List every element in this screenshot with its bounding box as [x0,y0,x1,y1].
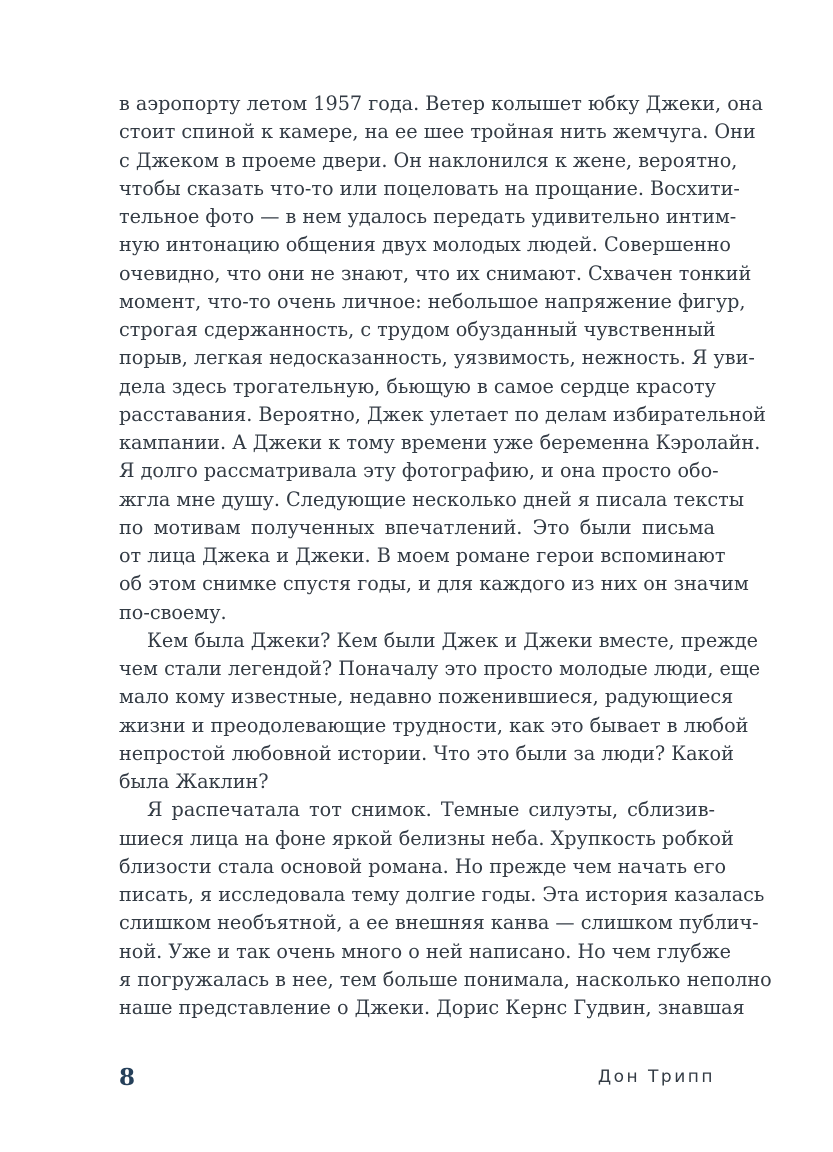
paragraph [119,90,766,627]
paragraph [119,796,772,1022]
text-line: об этом снимке спустя годы, и для каждого из них он значим [119,572,749,596]
text-line: дела здесь трогательную, бьющую в самое сердце красоту [119,374,716,398]
text-line: писать, я исследовала тему долгие годы. Эта история казалась [119,883,765,906]
text-line: ной. Уже и так очень много о ней написано. Но чем глубже [119,939,731,963]
text-line: жизни и преодолевающие трудности, как это бывает в любой [119,713,749,737]
text-line: момент, что-то очень личное: небольшое напряжение фигур, [119,289,746,313]
page-number: 8 [119,1064,136,1091]
text-line: слишком необъятной, а ее внешняя канва — слишком публич- [119,911,759,935]
body-text [119,90,772,1022]
text-line: близости стала основой романа. Но прежде чем начать его [119,854,727,878]
text-line: жгла мне душу. Следующие несколько дней я писала тексты [119,487,744,511]
running-head-author: Дон Трипп [597,1067,715,1087]
text-line: расставания. Вероятно, Джек улетает по делам избирательной [119,402,766,426]
text-line: очевидно, что они не знают, что их снимают. Схвачен тонкий [119,261,752,285]
text-line: ную интонацию общения двух молодых людей. Совершенно [119,233,731,257]
page-footer [119,1064,715,1094]
text-line: по мотивам полученных впечатлений. Это были письма [119,515,715,539]
text-line: наше представление о Джеки. Дорис Кернс Гудвин, знавшая [119,996,745,1019]
text-line: по-своему. [119,600,227,624]
text-line: была Жаклин? [119,770,269,793]
text-line: Кем была Джеки? Кем были Джек и Джеки вместе, прежде [147,628,758,652]
text-line: я погружалась в нее, тем больше понимала, насколько неполно [119,967,772,991]
text-line: чем стали легендой? Поначалу это просто молодые люди, еще [119,657,761,680]
text-line: кампании. А Джеки к тому времени уже беременна Кэролайн. [119,431,761,454]
text-line: с Джеком в проеме двери. Он наклонился к жене, вероятно, [119,148,738,172]
paragraph [119,627,761,797]
text-line: чтобы сказать что-то или поцеловать на прощание. Восхити- [119,176,740,200]
text-line: строгая сдержанность, с трудом обузданный чувственный [119,318,716,341]
text-line: тельное фото — в нем удалось передать удивительно интим- [119,205,737,228]
text-line: мало кому известные, недавно поженившиеся, радующиеся [119,685,734,709]
text-line: Я распечатала тот снимок. Темные силуэты, сблизив- [147,798,715,822]
text-line: стоит спиной к камере, на ее шее тройная нить жемчуга. Они [119,120,756,144]
text-line: порыв, легкая недосказанность, уязвимость, нежность. Я уви- [119,346,755,370]
text-line: непростой любовной истории. Что это были за люди? Какой [119,741,734,765]
text-line: от лица Джека и Джеки. В моем романе герои вспоминают [119,544,726,567]
text-line: в аэропорту летом 1957 года. Ветер колышет юбку Джеки, она [119,92,763,115]
text-line: шиеся лица на фоне яркой белизны неба. Хрупкость робкой [119,826,734,850]
text-line: Я долго рассматривала эту фотографию, и она просто обо- [119,459,719,483]
